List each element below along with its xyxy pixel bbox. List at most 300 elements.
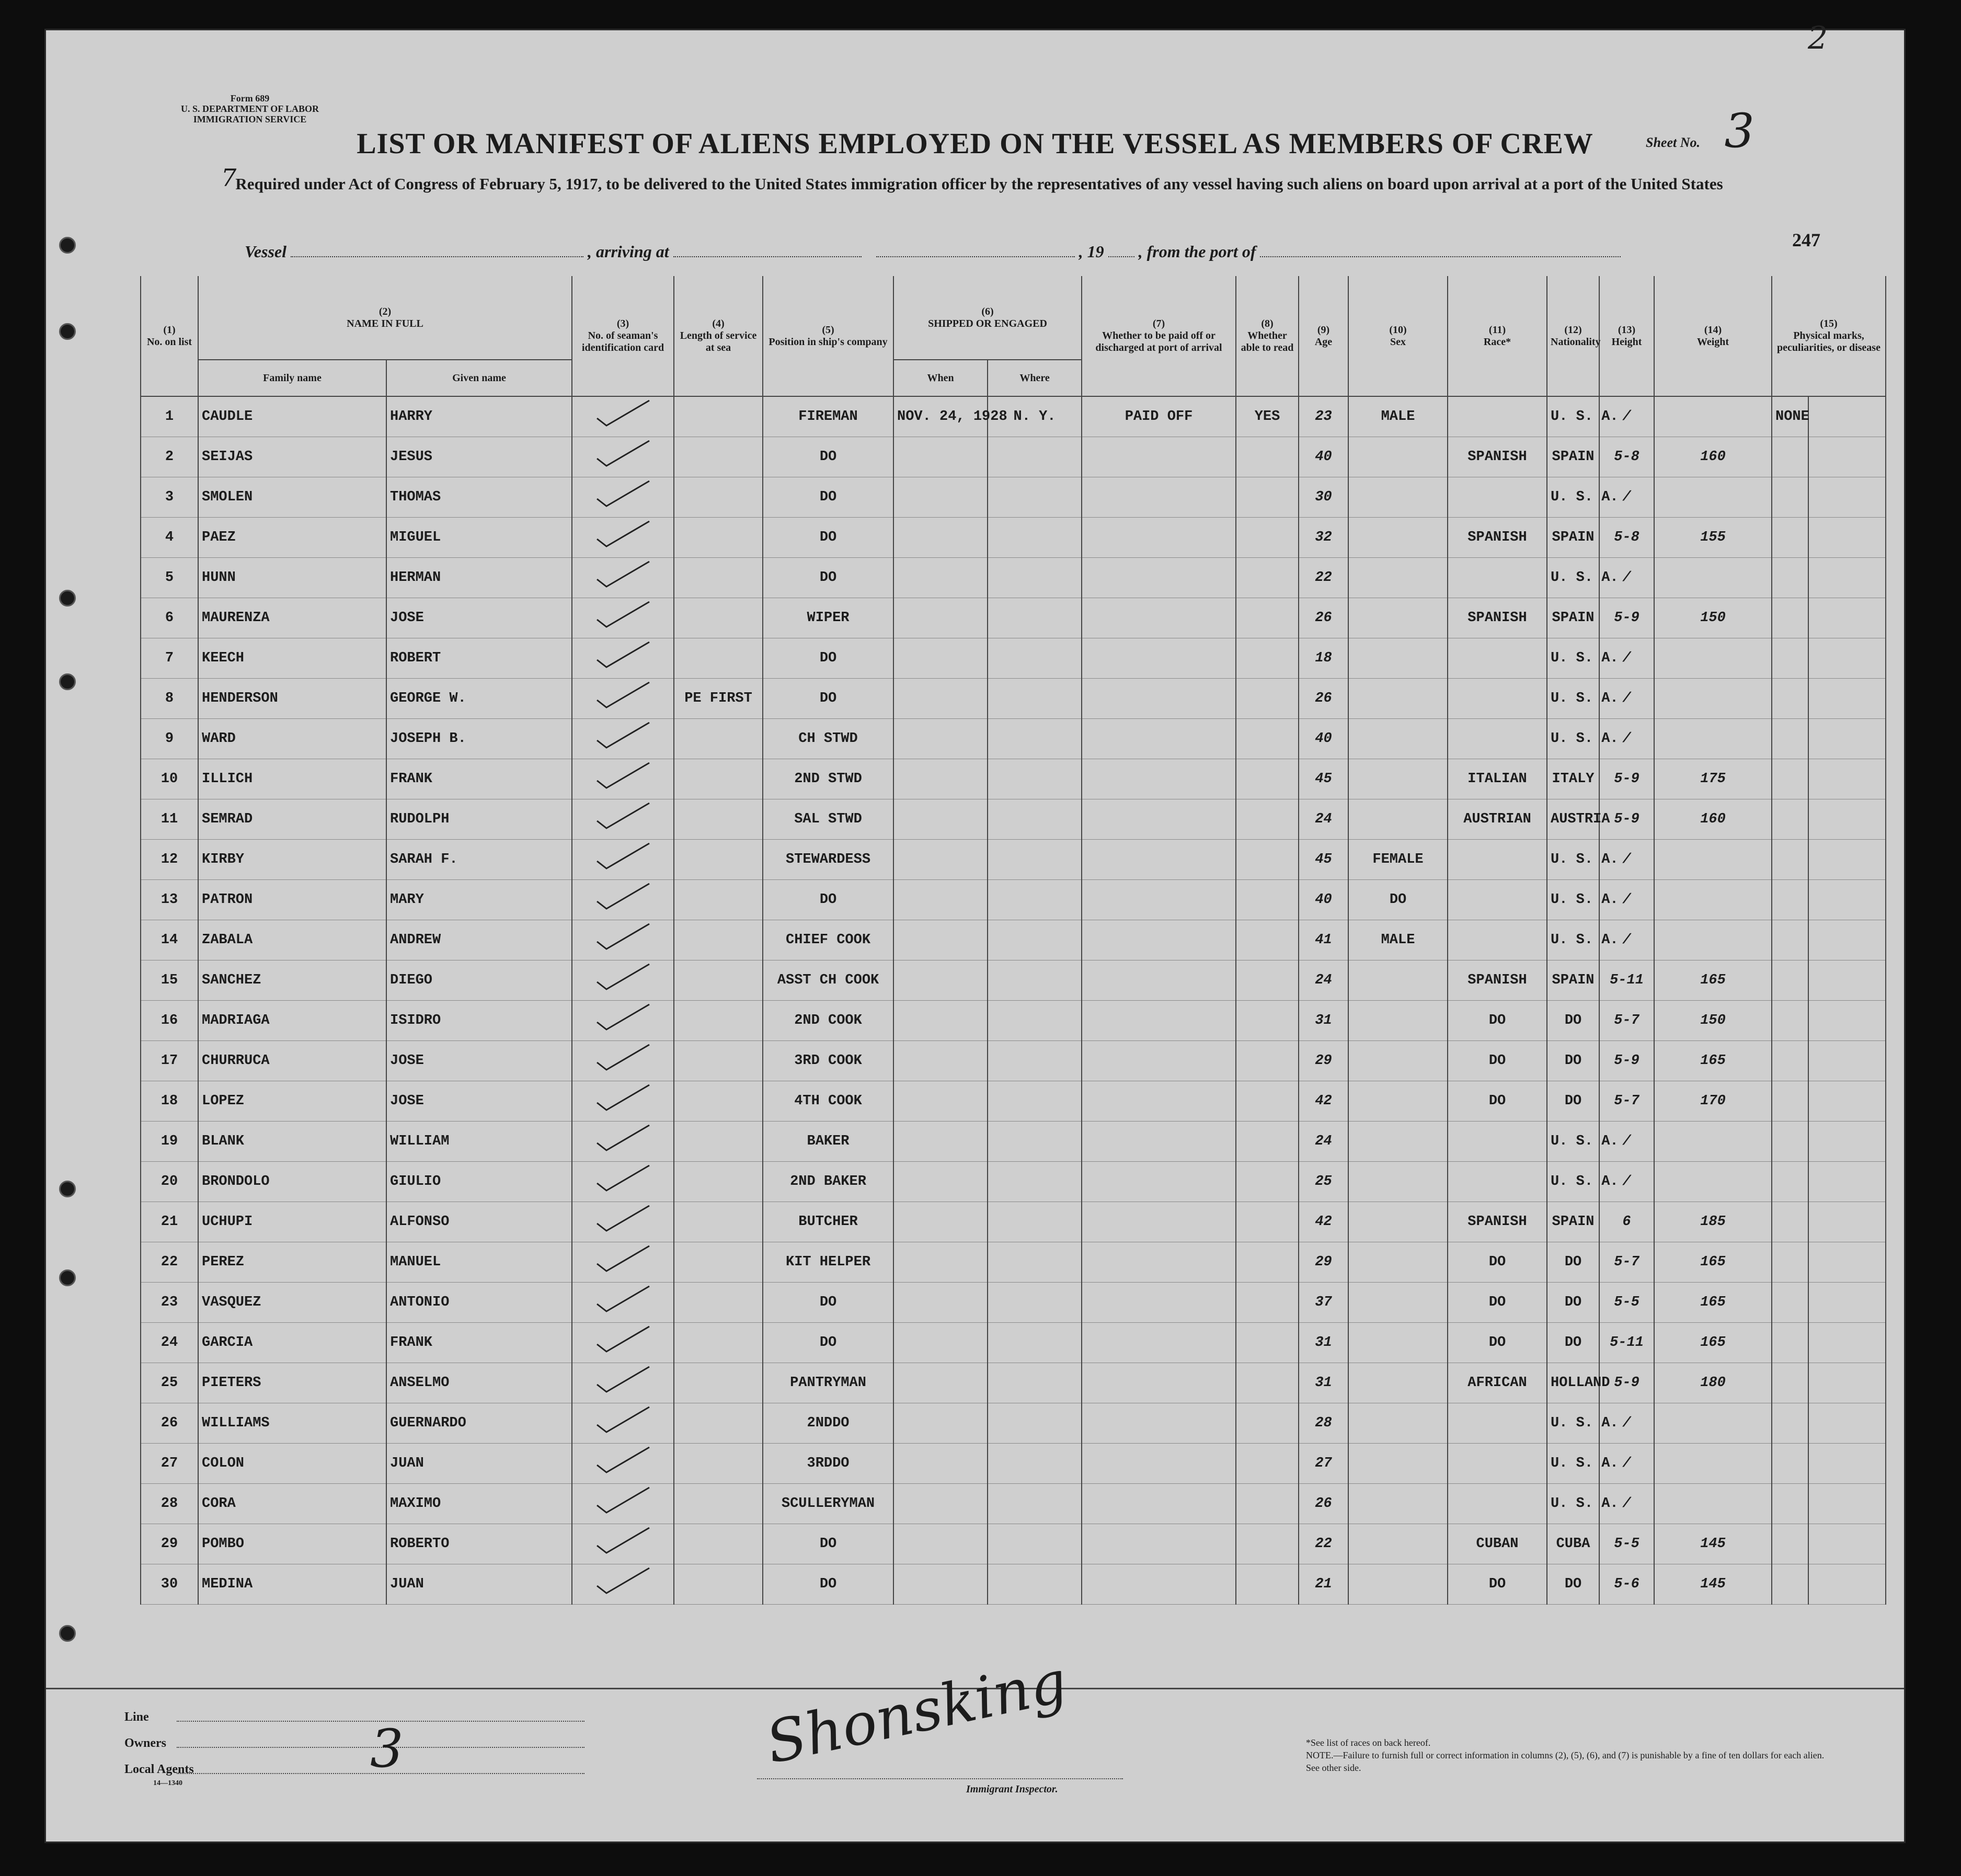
- year-label: , 19: [1079, 242, 1104, 261]
- cell-no: 7: [141, 638, 198, 678]
- handwritten-mark: 7: [221, 164, 237, 192]
- check-mark-icon: [572, 1363, 674, 1403]
- local-agents-label: Local Agents: [124, 1763, 194, 1776]
- cell-service: [674, 598, 763, 638]
- cell-marks: [1772, 678, 1808, 718]
- cell-paid: [1082, 1242, 1236, 1282]
- cell-position: 2ND COOK: [763, 1000, 893, 1040]
- table-row: [141, 799, 1886, 839]
- cell-age: 26: [1299, 1483, 1348, 1524]
- cell-extra: [1808, 437, 1886, 477]
- cell-height: 5-9: [1599, 1040, 1654, 1081]
- check-mark-icon: [572, 1483, 674, 1524]
- cell-age: 45: [1299, 839, 1348, 879]
- cell-family: KEECH: [198, 638, 386, 678]
- check-mark-icon: [572, 598, 674, 638]
- cell-service: [674, 1524, 763, 1564]
- cell-family: PATRON: [198, 879, 386, 920]
- cell-read: [1236, 920, 1299, 960]
- cell-height: /: [1599, 557, 1654, 598]
- cell-family: PEREZ: [198, 1242, 386, 1282]
- cell-service: [674, 759, 763, 799]
- cell-service: [674, 1000, 763, 1040]
- cell-when: [893, 1282, 988, 1322]
- cell-given: JUAN: [386, 1443, 572, 1483]
- cell-age: 40: [1299, 718, 1348, 759]
- cell-nationality: DO: [1547, 1000, 1599, 1040]
- date-field[interactable]: [876, 244, 1075, 257]
- cell-extra: [1808, 1403, 1886, 1443]
- cell-nationality: DO: [1547, 1040, 1599, 1081]
- cell-service: [674, 718, 763, 759]
- year-field[interactable]: [1108, 244, 1134, 257]
- cell-extra: [1808, 1483, 1886, 1524]
- cell-when: [893, 638, 988, 678]
- cell-nationality: U. S. A.: [1547, 1121, 1599, 1161]
- cell-when: [893, 1363, 988, 1403]
- check-mark-icon: [572, 839, 674, 879]
- table-row: [141, 396, 1886, 437]
- punch-hole: [59, 237, 76, 254]
- cell-service: [674, 1403, 763, 1443]
- cell-marks: [1772, 960, 1808, 1000]
- cell-weight: [1654, 879, 1772, 920]
- cell-when: [893, 1443, 988, 1483]
- cell-age: 22: [1299, 1524, 1348, 1564]
- cell-when: [893, 879, 988, 920]
- cell-nationality: U. S. A.: [1547, 879, 1599, 920]
- cell-when: [893, 678, 988, 718]
- cell-when: [893, 1483, 988, 1524]
- cell-extra: [1808, 477, 1886, 517]
- punch-hole: [59, 1625, 76, 1642]
- cell-race: DO: [1448, 1040, 1547, 1081]
- cell-marks: [1772, 557, 1808, 598]
- cell-given: ANSELMO: [386, 1363, 572, 1403]
- cell-no: 27: [141, 1443, 198, 1483]
- table-row: [141, 517, 1886, 557]
- cell-paid: [1082, 879, 1236, 920]
- vessel-line: [245, 242, 1813, 261]
- col-header-paid-off: (7) Whether to be paid off or discharged at port of arrival: [1082, 276, 1236, 396]
- cell-height: /: [1599, 1121, 1654, 1161]
- cell-weight: [1654, 396, 1772, 437]
- cell-read: [1236, 678, 1299, 718]
- vessel-field[interactable]: [291, 244, 583, 257]
- cell-height: /: [1599, 1161, 1654, 1202]
- cell-where: [988, 1202, 1082, 1242]
- cell-height: 5-9: [1599, 799, 1654, 839]
- inspector-field[interactable]: [757, 1778, 1123, 1779]
- cell-extra: [1808, 960, 1886, 1000]
- cell-weight: 165: [1654, 1282, 1772, 1322]
- check-mark-icon: [572, 1000, 674, 1040]
- cell-nationality: U. S. A.: [1547, 477, 1599, 517]
- cell-where: [988, 1000, 1082, 1040]
- cell-race: [1448, 879, 1547, 920]
- cell-given: JOSEPH B.: [386, 718, 572, 759]
- cell-weight: 165: [1654, 960, 1772, 1000]
- cell-age: 31: [1299, 1322, 1348, 1363]
- table-row: [141, 718, 1886, 759]
- cell-read: [1236, 759, 1299, 799]
- cell-nationality: SPAIN: [1547, 598, 1599, 638]
- cell-family: MEDINA: [198, 1564, 386, 1604]
- cell-when: [893, 1202, 988, 1242]
- cell-race: SPANISH: [1448, 960, 1547, 1000]
- cell-position: FIREMAN: [763, 396, 893, 437]
- col-header-read: (8) Whether able to read: [1236, 276, 1299, 396]
- cell-sex: MALE: [1348, 396, 1448, 437]
- cell-paid: [1082, 598, 1236, 638]
- arriving-at-field[interactable]: [673, 244, 862, 257]
- cell-extra: [1808, 1081, 1886, 1121]
- table-row: [141, 1564, 1886, 1604]
- cell-nationality: U. S. A.: [1547, 1403, 1599, 1443]
- cell-position: 4TH COOK: [763, 1081, 893, 1121]
- cell-sex: [1348, 1483, 1448, 1524]
- cell-sex: [1348, 718, 1448, 759]
- cell-position: KIT HELPER: [763, 1242, 893, 1282]
- cell-extra: [1808, 1161, 1886, 1202]
- cell-paid: [1082, 960, 1236, 1000]
- cell-nationality: U. S. A.: [1547, 839, 1599, 879]
- cell-extra: [1808, 557, 1886, 598]
- cell-weight: 165: [1654, 1040, 1772, 1081]
- cell-paid: [1082, 1000, 1236, 1040]
- cell-nationality: DO: [1547, 1322, 1599, 1363]
- cell-family: HENDERSON: [198, 678, 386, 718]
- cell-sex: [1348, 1161, 1448, 1202]
- cell-position: DO: [763, 1322, 893, 1363]
- cell-race: SPANISH: [1448, 437, 1547, 477]
- cell-nationality: U. S. A.: [1547, 920, 1599, 960]
- cell-paid: [1082, 1282, 1236, 1322]
- cell-sex: [1348, 1242, 1448, 1282]
- check-mark-icon: [572, 638, 674, 678]
- cell-age: 30: [1299, 477, 1348, 517]
- cell-marks: [1772, 1040, 1808, 1081]
- cell-height: /: [1599, 1403, 1654, 1443]
- cell-race: AFRICAN: [1448, 1363, 1547, 1403]
- cell-position: DO: [763, 1524, 893, 1564]
- cell-nationality: HOLLAND: [1547, 1363, 1599, 1403]
- cell-when: [893, 1403, 988, 1443]
- cell-no: 6: [141, 598, 198, 638]
- cell-nationality: U. S. A.: [1547, 1161, 1599, 1202]
- form-code: 14—1340: [153, 1779, 182, 1787]
- cell-extra: [1808, 1282, 1886, 1322]
- cell-age: 37: [1299, 1282, 1348, 1322]
- cell-service: [674, 1242, 763, 1282]
- cell-position: 3RDDO: [763, 1443, 893, 1483]
- notes-block: [1306, 1736, 1834, 1774]
- table-row: [141, 1242, 1886, 1282]
- cell-marks: [1772, 1443, 1808, 1483]
- cell-when: [893, 718, 988, 759]
- check-mark-icon: [572, 879, 674, 920]
- cell-read: [1236, 437, 1299, 477]
- cell-race: [1448, 1161, 1547, 1202]
- col-header-marks: (15) Physical marks, peculiarities, or disease: [1772, 276, 1886, 396]
- col-header-service: (4) Length of service at sea: [674, 276, 763, 396]
- cell-given: ANDREW: [386, 920, 572, 960]
- cell-service: [674, 1363, 763, 1403]
- table-row: [141, 437, 1886, 477]
- cell-given: DIEGO: [386, 960, 572, 1000]
- form-id-block: [151, 93, 349, 124]
- cell-sex: [1348, 437, 1448, 477]
- cell-position: DO: [763, 437, 893, 477]
- check-mark-icon: [572, 557, 674, 598]
- col-header-age: (9) Age: [1299, 276, 1348, 396]
- cell-position: WIPER: [763, 598, 893, 638]
- cell-position: CHIEF COOK: [763, 920, 893, 960]
- cell-height: 5-9: [1599, 1363, 1654, 1403]
- cell-no: 3: [141, 477, 198, 517]
- cell-weight: 160: [1654, 437, 1772, 477]
- cell-service: [674, 638, 763, 678]
- cell-when: [893, 1242, 988, 1282]
- cell-no: 2: [141, 437, 198, 477]
- check-mark-icon: [572, 1282, 674, 1322]
- cell-read: YES: [1236, 396, 1299, 437]
- cell-weight: [1654, 678, 1772, 718]
- cell-position: BUTCHER: [763, 1202, 893, 1242]
- cell-paid: [1082, 1040, 1236, 1081]
- cell-position: DO: [763, 557, 893, 598]
- cell-when: [893, 1524, 988, 1564]
- cell-age: 42: [1299, 1081, 1348, 1121]
- cell-race: [1448, 678, 1547, 718]
- cell-age: 22: [1299, 557, 1348, 598]
- cell-height: 5-6: [1599, 1564, 1654, 1604]
- cell-race: DO: [1448, 1000, 1547, 1040]
- table-row: [141, 839, 1886, 879]
- cell-family: WARD: [198, 718, 386, 759]
- check-mark-icon: [572, 678, 674, 718]
- cell-read: [1236, 1282, 1299, 1322]
- check-mark-icon: [572, 1322, 674, 1363]
- cell-paid: [1082, 1081, 1236, 1121]
- cell-family: SMOLEN: [198, 477, 386, 517]
- cell-service: [674, 799, 763, 839]
- table-row: [141, 1000, 1886, 1040]
- cell-sex: [1348, 960, 1448, 1000]
- cell-paid: PAID OFF: [1082, 396, 1236, 437]
- cell-position: PANTRYMAN: [763, 1363, 893, 1403]
- cell-service: [674, 1121, 763, 1161]
- cell-nationality: U. S. A.: [1547, 396, 1599, 437]
- cell-where: [988, 879, 1082, 920]
- cell-no: 23: [141, 1282, 198, 1322]
- cell-given: ANTONIO: [386, 1282, 572, 1322]
- cell-when: [893, 477, 988, 517]
- cell-extra: [1808, 1363, 1886, 1403]
- cell-family: PAEZ: [198, 517, 386, 557]
- cell-where: [988, 1564, 1082, 1604]
- cell-age: 31: [1299, 1000, 1348, 1040]
- cell-nationality: DO: [1547, 1282, 1599, 1322]
- cell-marks: [1772, 1242, 1808, 1282]
- cell-service: [674, 920, 763, 960]
- check-mark-icon: [572, 477, 674, 517]
- manifest-footer: [46, 1648, 1904, 1846]
- cell-when: [893, 437, 988, 477]
- cell-marks: [1772, 1161, 1808, 1202]
- cell-where: [988, 1161, 1082, 1202]
- cell-no: 15: [141, 960, 198, 1000]
- cell-read: [1236, 1322, 1299, 1363]
- cell-when: [893, 1161, 988, 1202]
- cell-position: SAL STWD: [763, 799, 893, 839]
- cell-age: 24: [1299, 799, 1348, 839]
- cell-weight: 165: [1654, 1322, 1772, 1363]
- cell-nationality: U. S. A.: [1547, 678, 1599, 718]
- cell-service: [674, 1483, 763, 1524]
- cell-nationality: DO: [1547, 1081, 1599, 1121]
- cell-no: 10: [141, 759, 198, 799]
- col-header-when: When: [893, 360, 988, 396]
- cell-position: STEWARDESS: [763, 839, 893, 879]
- table-row: [141, 557, 1886, 598]
- cell-paid: [1082, 1483, 1236, 1524]
- cell-nationality: DO: [1547, 1564, 1599, 1604]
- cell-given: THOMAS: [386, 477, 572, 517]
- from-port-field[interactable]: [1260, 244, 1621, 257]
- cell-family: MADRIAGA: [198, 1000, 386, 1040]
- cell-service: [674, 1564, 763, 1604]
- cell-where: [988, 759, 1082, 799]
- cell-extra: [1808, 598, 1886, 638]
- cell-race: [1448, 638, 1547, 678]
- cell-nationality: U. S. A.: [1547, 557, 1599, 598]
- cell-where: [988, 960, 1082, 1000]
- cell-where: [988, 598, 1082, 638]
- cell-height: /: [1599, 1483, 1654, 1524]
- manifest-rows: [141, 396, 1886, 1604]
- cell-when: [893, 598, 988, 638]
- cell-when: [893, 1081, 988, 1121]
- cell-given: HARRY: [386, 396, 572, 437]
- cell-weight: 150: [1654, 598, 1772, 638]
- cell-race: [1448, 839, 1547, 879]
- inspector-label: Immigrant Inspector.: [966, 1783, 1058, 1795]
- cell-extra: [1808, 718, 1886, 759]
- cell-sex: [1348, 1081, 1448, 1121]
- cell-race: SPANISH: [1448, 517, 1547, 557]
- cell-paid: [1082, 437, 1236, 477]
- cell-sex: [1348, 477, 1448, 517]
- cell-when: [893, 1564, 988, 1604]
- check-mark-icon: [572, 1161, 674, 1202]
- cell-family: VASQUEZ: [198, 1282, 386, 1322]
- cell-paid: [1082, 1524, 1236, 1564]
- cell-sex: [1348, 1403, 1448, 1443]
- col-header-where: Where: [988, 360, 1082, 396]
- cell-position: DO: [763, 638, 893, 678]
- cell-paid: [1082, 1564, 1236, 1604]
- cell-height: /: [1599, 396, 1654, 437]
- cell-read: [1236, 799, 1299, 839]
- cell-marks: [1772, 1363, 1808, 1403]
- crew-manifest-table: [140, 276, 1886, 1677]
- cell-position: 2ND BAKER: [763, 1161, 893, 1202]
- cell-read: [1236, 879, 1299, 920]
- cell-height: 6: [1599, 1202, 1654, 1242]
- cell-nationality: U. S. A.: [1547, 638, 1599, 678]
- col-header-height: (13) Height: [1599, 276, 1654, 396]
- cell-given: HERMAN: [386, 557, 572, 598]
- col-header-id-card: (3) No. of seaman's identification card: [572, 276, 674, 396]
- cell-age: 21: [1299, 1564, 1348, 1604]
- cell-when: [893, 557, 988, 598]
- punch-hole: [59, 1181, 76, 1197]
- cell-extra: [1808, 1040, 1886, 1081]
- col-header-given-name: Given name: [386, 360, 572, 396]
- col-header-no: (1) No. on list: [141, 276, 198, 396]
- table-row: [141, 1282, 1886, 1322]
- cell-age: 28: [1299, 1403, 1348, 1443]
- cell-family: COLON: [198, 1443, 386, 1483]
- cell-marks: [1772, 799, 1808, 839]
- cell-where: [988, 517, 1082, 557]
- manifest-sheet: [44, 20, 1906, 1843]
- cell-paid: [1082, 517, 1236, 557]
- cell-read: [1236, 718, 1299, 759]
- cell-given: WILLIAM: [386, 1121, 572, 1161]
- cell-position: 2ND STWD: [763, 759, 893, 799]
- cell-age: 18: [1299, 638, 1348, 678]
- check-mark-icon: [572, 1202, 674, 1242]
- check-mark-icon: [572, 1242, 674, 1282]
- cell-given: MANUEL: [386, 1242, 572, 1282]
- inspector-signature: Shonsking: [760, 1648, 1073, 1777]
- cell-where: [988, 1282, 1082, 1322]
- cell-service: [674, 396, 763, 437]
- cell-given: GIULIO: [386, 1161, 572, 1202]
- cell-race: DO: [1448, 1081, 1547, 1121]
- arriving-at-label: , arriving at: [588, 242, 669, 261]
- cell-age: 40: [1299, 879, 1348, 920]
- cell-race: [1448, 396, 1547, 437]
- cell-age: 40: [1299, 437, 1348, 477]
- cell-nationality: SPAIN: [1547, 437, 1599, 477]
- cell-when: [893, 1040, 988, 1081]
- cell-where: [988, 1403, 1082, 1443]
- cell-race: DO: [1448, 1322, 1547, 1363]
- cell-paid: [1082, 920, 1236, 960]
- cell-weight: 145: [1654, 1524, 1772, 1564]
- cell-read: [1236, 557, 1299, 598]
- cell-age: 29: [1299, 1242, 1348, 1282]
- check-mark-icon: [572, 1403, 674, 1443]
- cell-paid: [1082, 839, 1236, 879]
- cell-no: 19: [141, 1121, 198, 1161]
- cell-family: GARCIA: [198, 1322, 386, 1363]
- cell-when: [893, 1000, 988, 1040]
- cell-where: [988, 557, 1082, 598]
- col-header-weight: (14) Weight: [1654, 276, 1772, 396]
- cell-no: 14: [141, 920, 198, 960]
- cell-no: 4: [141, 517, 198, 557]
- cell-no: 8: [141, 678, 198, 718]
- cell-when: [893, 799, 988, 839]
- check-mark-icon: [572, 759, 674, 799]
- cell-service: PE FIRST: [674, 678, 763, 718]
- cell-read: [1236, 638, 1299, 678]
- cell-given: RUDOLPH: [386, 799, 572, 839]
